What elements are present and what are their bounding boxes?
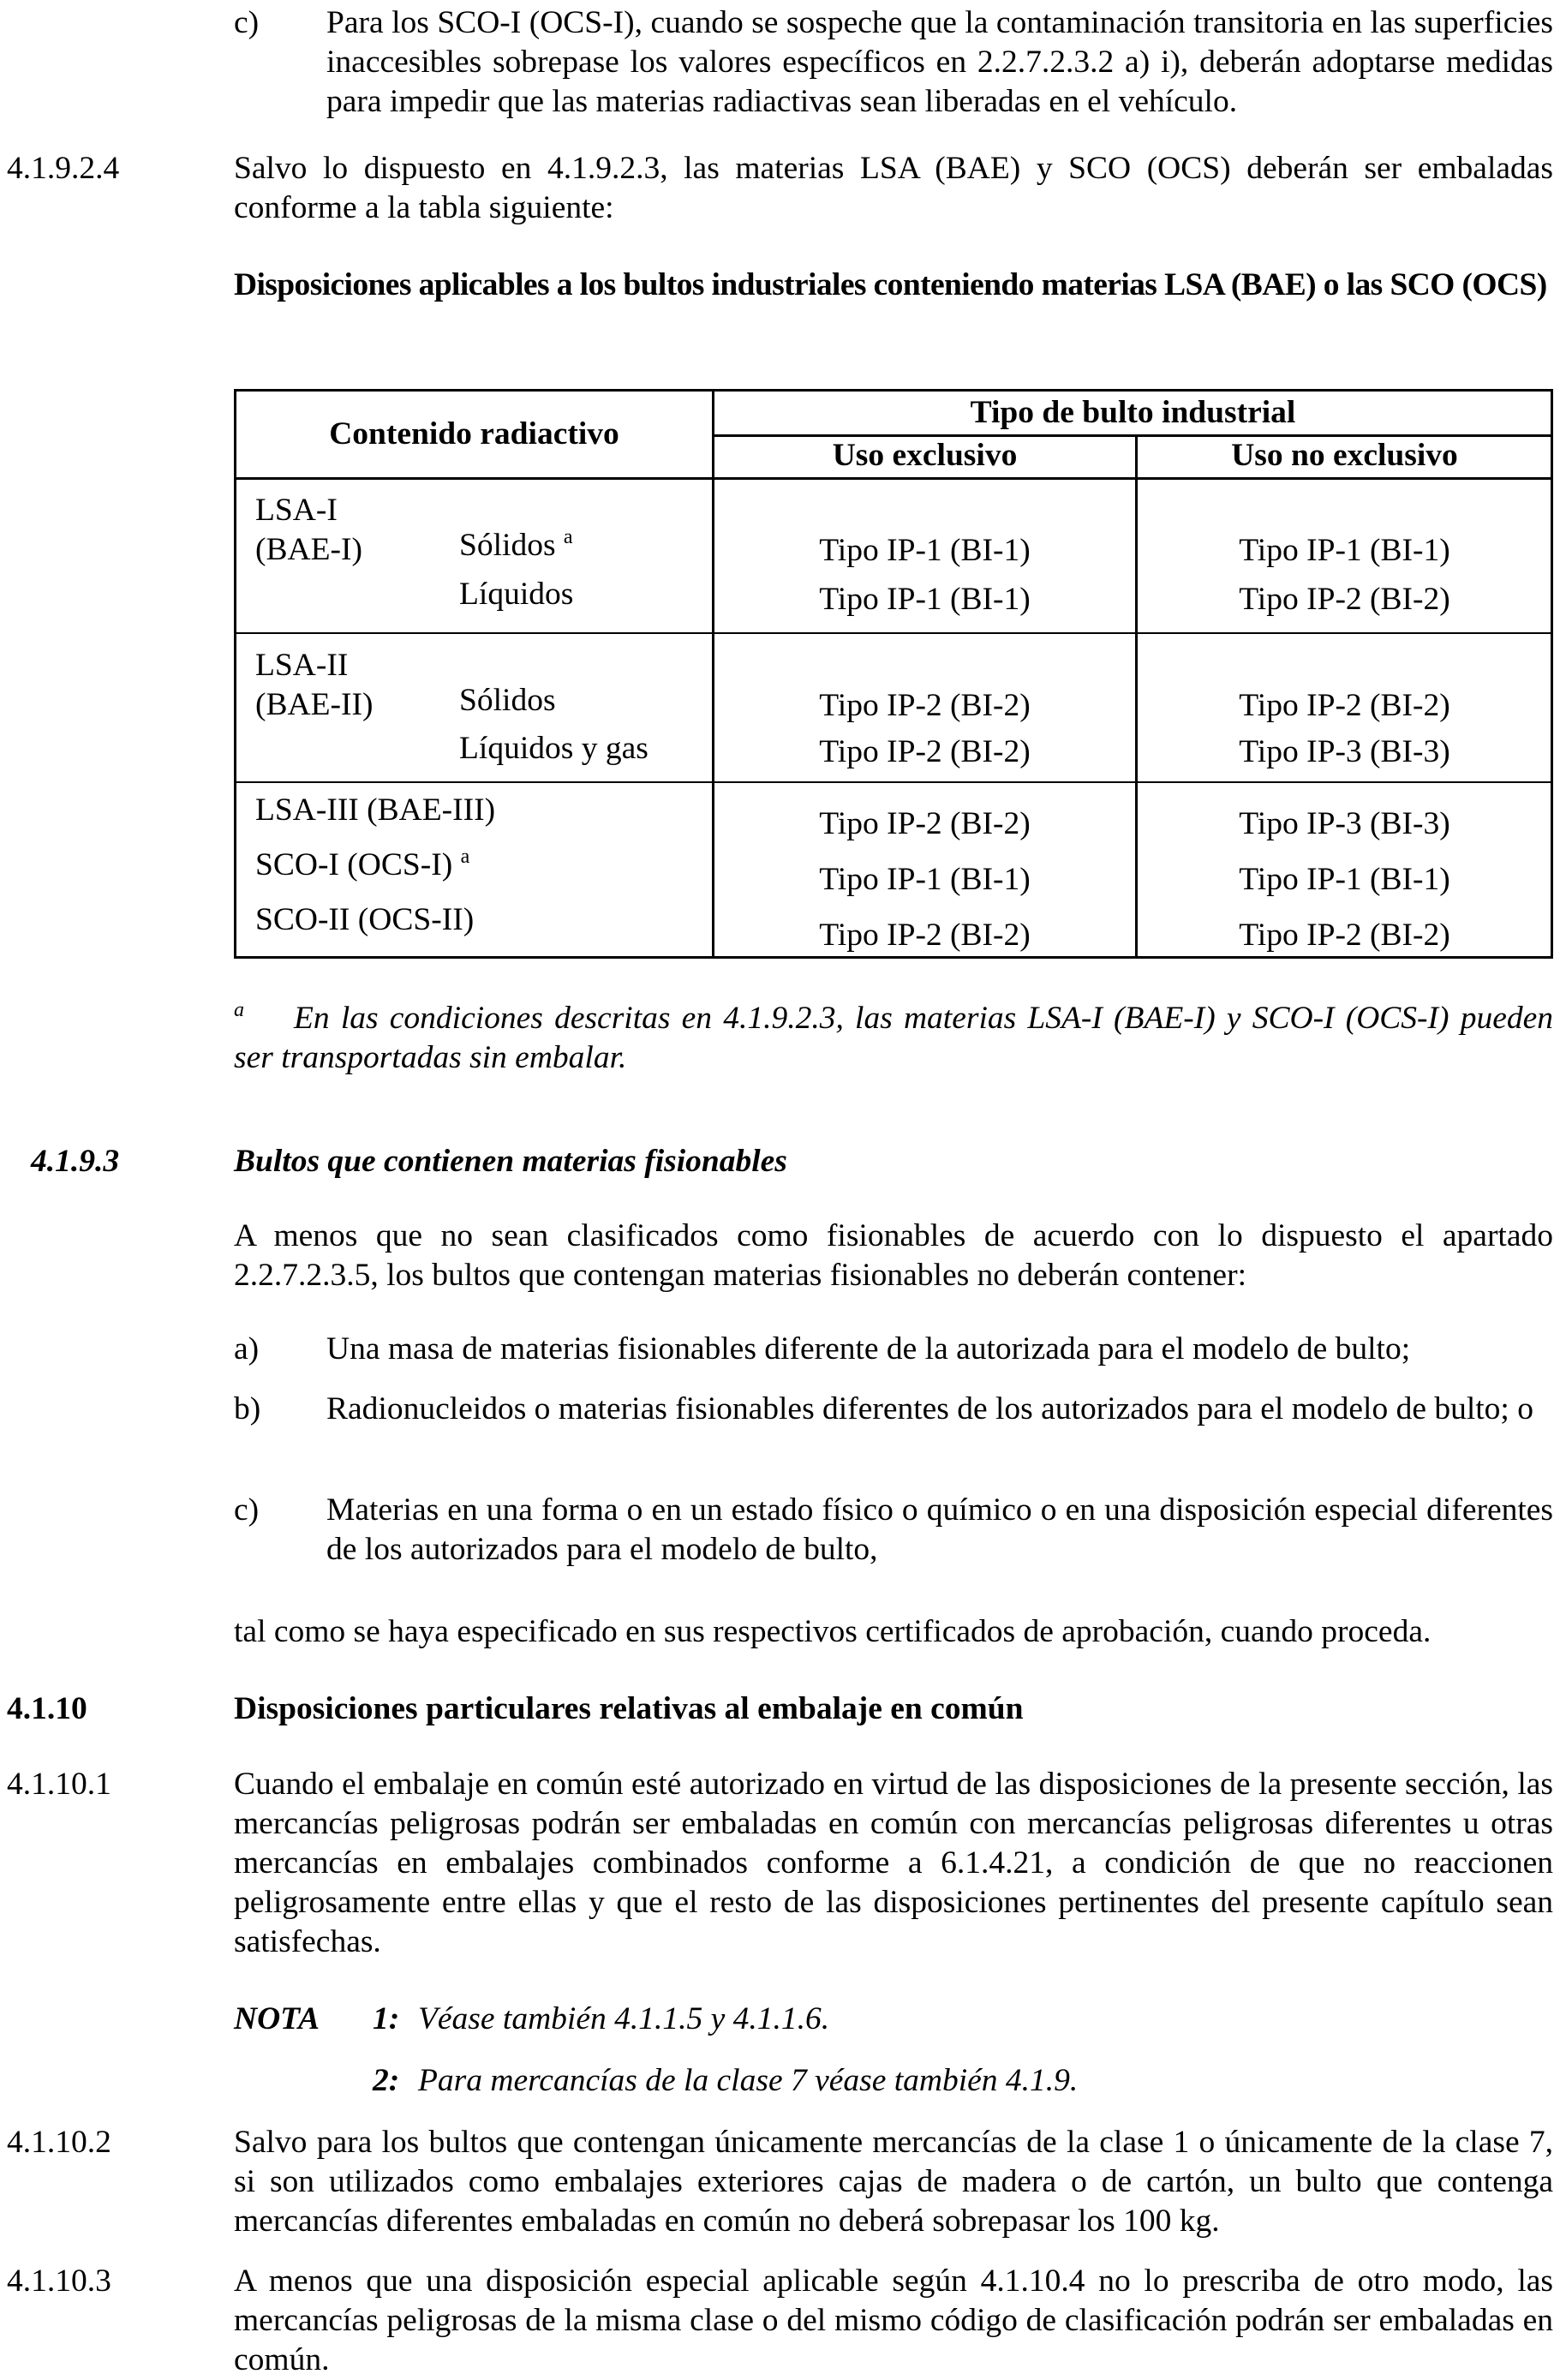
cell-exclusive: Tipo IP-1 (BI-1): [819, 862, 1031, 897]
nota-number: 1:: [373, 2001, 400, 2036]
row-name: LSA-III (BAE-III): [255, 792, 496, 828]
cell-non-exclusive: Tipo IP-2 (BI-2): [1239, 918, 1450, 953]
header-exclusive: Uso exclusivo: [832, 438, 1018, 473]
packaging-table: [234, 389, 1553, 959]
nota-number: 2:: [373, 2063, 400, 2098]
para-number: 4.1.10.1: [7, 1767, 111, 1802]
list-label: c): [234, 1492, 260, 1528]
list-label: b): [234, 1391, 261, 1426]
row-name: SCO-II (OCS-II): [255, 902, 475, 937]
cell-non-exclusive: Tipo IP-2 (BI-2): [1239, 582, 1450, 617]
section-closing: tal como se haya especificado en sus respectivos certificados de aprobación, cuando proceda.: [234, 1614, 1431, 1649]
cell-exclusive: Tipo IP-1 (BI-1): [819, 582, 1031, 617]
nota-label: NOTA: [234, 2001, 320, 2036]
header-content: Contenido radiactivo: [329, 416, 619, 451]
cell-non-exclusive: Tipo IP-2 (BI-2): [1239, 688, 1450, 723]
list-item: Radionucleidos o materias fisionables diferentes de los autorizados para el modelo de bulto; o: [326, 1391, 1533, 1426]
table-hline-lsa2: [236, 781, 1551, 783]
group-name-line1: LSA-I: [255, 493, 338, 528]
table-title: Disposiciones aplicables a los bultos industriales conteniendo materias LSA (BAE) o las SCO (OCS): [234, 267, 1547, 302]
footnote-ref: a: [460, 846, 470, 868]
state-label: Líquidos: [459, 577, 574, 612]
section-title: Disposiciones particulares relativas al embalaje en común: [234, 1691, 1024, 1726]
para-number: 4.1.9.2.4: [7, 151, 120, 186]
table-hline-header: [236, 477, 1551, 480]
cell-non-exclusive: Tipo IP-3 (BI-3): [1239, 734, 1450, 769]
table-footnote: [234, 999, 1553, 1078]
nota-text: Para mercancías de la clase 7 véase también 4.1.9.: [418, 2063, 1079, 2098]
footnote-text: En las condiciones descritas en 4.1.9.2.3, las materias LSA-I (BAE-I) y SCO-I (OCS-I) pueden ser transportadas sin embalar.: [234, 1001, 1553, 1075]
cell-exclusive: Tipo IP-1 (BI-1): [819, 533, 1031, 568]
nota-text: Véase también 4.1.1.5 y 4.1.1.6.: [418, 2001, 830, 2036]
section-title: Bultos que contienen materias fisionables: [234, 1144, 787, 1179]
cell-non-exclusive: Tipo IP-1 (BI-1): [1239, 533, 1450, 568]
item-c-label: c): [234, 5, 260, 40]
state-text: Sólidos: [459, 528, 556, 563]
list-item: Una masa de materias fisionables diferente de la autorizada para el modelo de bulto;: [326, 1331, 1411, 1366]
para-text: Salvo lo dispuesto en 4.1.9.2.3, las materias LSA (BAE) y SCO (OCS) deberán ser embaladas conforme a la tabla siguiente:: [234, 151, 1553, 225]
para-text: A menos que una disposición especial aplicable según 4.1.10.4 no lo prescriba de otro modo, las mercancías peligrosas de la misma clase o del mismo código de clasificación podrán ser embaladas en común.: [234, 2263, 1553, 2377]
cell-exclusive: Tipo IP-2 (BI-2): [819, 734, 1031, 769]
row-name-text: SCO-I (OCS-I): [255, 847, 453, 882]
group-name-line2: (BAE-II): [255, 687, 374, 722]
group-name-line1: LSA-II: [255, 648, 349, 683]
header-type: Tipo de bulto industrial: [970, 395, 1296, 430]
footnote-mark: a: [234, 999, 244, 1021]
header-non-exclusive: Uso no exclusivo: [1231, 438, 1458, 473]
state-label: Sólidos: [459, 683, 556, 718]
para-number: 4.1.10.2: [7, 2125, 111, 2160]
section-number: 4.1.10: [7, 1691, 87, 1726]
table-hline-lsa1: [236, 632, 1551, 634]
cell-non-exclusive: Tipo IP-3 (BI-3): [1239, 806, 1450, 841]
list-label: a): [234, 1331, 260, 1366]
state-label: [459, 526, 573, 565]
para-number: 4.1.10.3: [7, 2263, 111, 2299]
cell-non-exclusive: Tipo IP-1 (BI-1): [1239, 862, 1450, 897]
group-name-line2: (BAE-I): [255, 532, 362, 567]
cell-exclusive: Tipo IP-2 (BI-2): [819, 806, 1031, 841]
para-text: Cuando el embalaje en común esté autorizado en virtud de las disposiciones de la presente sección, las mercancías peligrosas podrán ser embaladas en común con mercancías peligrosas diferentes u otras mercancías en embalajes combinados conforme a 6.1.4.21, a condición de que no reaccionen peligrosamente entre ellas y que el resto de las disposiciones pertinentes del presente capítulo sean satisfechas.: [234, 1767, 1553, 1959]
cell-exclusive: Tipo IP-2 (BI-2): [819, 918, 1031, 953]
state-label: Líquidos y gas: [459, 731, 649, 766]
row-name: [255, 846, 469, 885]
item-c-text: Para los SCO-I (OCS-I), cuando se sospeche que la contaminación transitoria en las superficies inaccesibles sobrepase los valores específicos en 2.2.7.2.3.2 a) i), deberán adoptarse medidas para impedir que las materias radiactivas sean liberadas en el vehículo.: [326, 5, 1553, 119]
section-intro: A menos que no sean clasificados como fisionables de acuerdo con lo dispuesto el apartado 2.2.7.2.3.5, los bultos que contengan materias fisionables no deberán contener:: [234, 1218, 1553, 1293]
list-item: Materias en una forma o en un estado físico o químico o en una disposición especial diferentes de los autorizados para el modelo de bulto,: [326, 1492, 1553, 1567]
footnote-ref: a: [563, 526, 573, 548]
section-number: 4.1.9.3: [31, 1144, 120, 1179]
cell-exclusive: Tipo IP-2 (BI-2): [819, 688, 1031, 723]
para-text: Salvo para los bultos que contengan únicamente mercancías de la clase 1 o únicamente de la clase 7, si son utilizados como embalajes exteriores cajas de madera o de cartón, un bulto que contenga mercancías diferentes embaladas en común no deberá sobrepasar los 100 kg.: [234, 2125, 1553, 2239]
